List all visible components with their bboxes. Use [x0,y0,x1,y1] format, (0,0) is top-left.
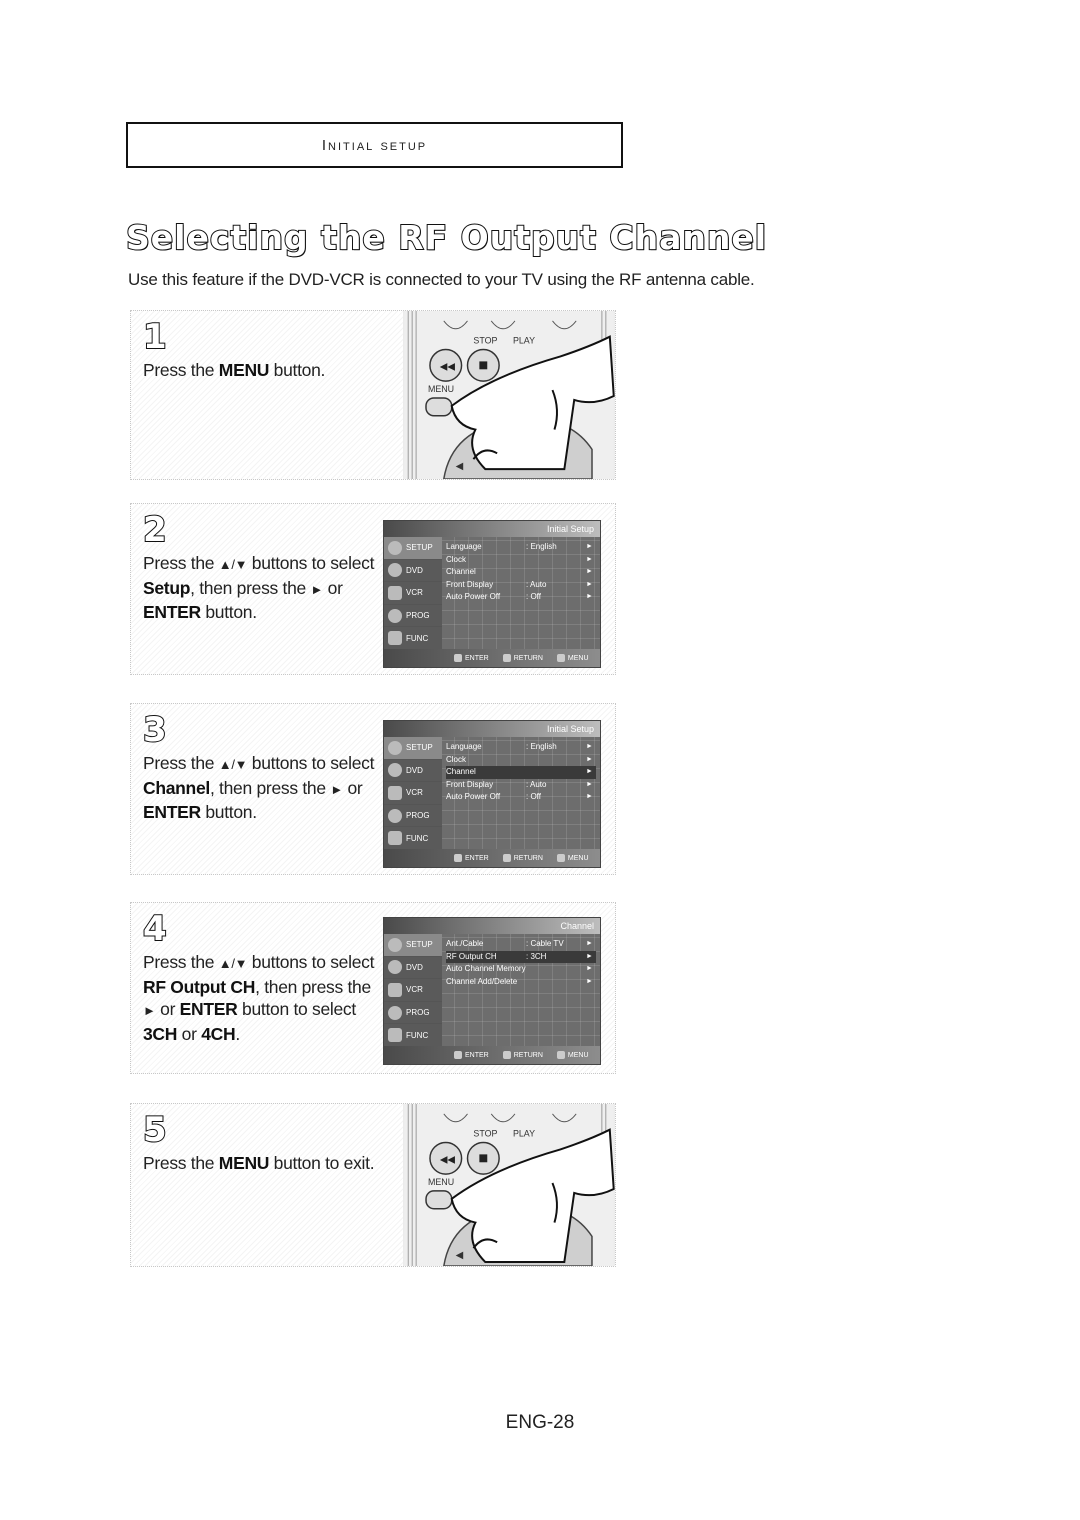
side-item-setup: SETUP [384,537,442,560]
screen-title: Initial Setup [384,721,600,737]
menu-row: Front Display : Auto ► [446,779,593,789]
side-item-prog: PROG [384,805,442,828]
menu-row: Clock ► [446,554,593,564]
screen-footer: ENTER RETURN MENU [384,1046,600,1064]
menu-row: Auto Power Off : Off ► [446,592,593,601]
page-title: Selecting the RF Output Channel [126,218,768,257]
svg-text:MENU: MENU [427,384,455,395]
side-item-vcr: VCR [384,582,442,605]
svg-text:◀◀: ◀◀ [439,1154,456,1166]
hand-pressing-menu-icon [403,1104,615,1266]
step-5 [130,1103,616,1267]
svg-text:◀: ◀ [455,1250,464,1262]
section-header: Initial setup [321,136,428,154]
menu-rows [446,741,596,804]
menu-row: Language : English ► [446,542,593,551]
menu-button-label: MENU [218,360,270,380]
svg-text:STOP: STOP [473,335,498,346]
side-item-prog: PROG [384,1002,442,1025]
remote-control-illustration [403,311,615,479]
step-number: 4 [143,909,167,949]
step-2 [130,503,616,675]
menu-icon [557,854,565,862]
gear-icon [388,741,402,755]
svg-text:MENU: MENU [428,1177,455,1187]
svg-text:◀: ◀ [455,461,464,473]
enter-icon [454,654,462,662]
screen-title: Initial Setup [384,521,600,537]
hand-pressing-menu-icon [403,311,615,479]
menu-row-highlighted: Channel ► [446,766,596,779]
disc-icon [388,960,402,974]
intro-text: Use this feature if the DVD-VCR is connected to your TV using the RF antenna cable. [128,270,755,289]
svg-text:PLAY: PLAY [512,1128,535,1139]
menu-row: Auto Channel Memory ► [446,964,593,973]
menu-button-label: MENU [218,1153,270,1173]
menu-screen-initial-setup [383,520,601,668]
tape-icon [388,786,402,800]
section-header-box [126,122,623,168]
menu-icon [557,654,565,662]
step-number: 3 [143,710,167,750]
disc-icon [388,763,402,777]
tape-icon [388,983,402,997]
side-item-vcr: VCR [384,979,442,1002]
side-item-setup: SETUP [384,737,442,760]
screen-footer: ENTER RETURN MENU [384,849,600,867]
step-instruction: Press the MENU button to exit. [143,1153,375,1173]
clock-icon [388,1006,402,1020]
gear-icon [388,541,402,555]
gear-icon [388,938,402,952]
side-item-dvd: DVD [384,957,442,980]
svg-text:◀◀: ◀◀ [439,361,456,373]
enter-icon [454,854,462,862]
menu-row: Clock ► [446,754,593,764]
screen-title: Channel [384,918,600,934]
menu-sidebar [384,737,442,849]
step-instruction: Press the ▲/▼ buttons to select Setup, then press the ► or ENTER button. [143,553,375,622]
clock-icon [388,609,402,623]
remote-control-illustration [403,1104,615,1266]
step-3 [130,703,616,875]
menu-row: Ant./Cable : Cable TV ► [446,939,593,948]
enter-icon [454,1051,462,1059]
step-instruction: Press the ▲/▼ buttons to select RF Output CH, then press the ► or ENTER button to select 3CH or 4CH. [143,952,375,1044]
menu-row: Auto Power Off : Off ► [446,792,593,801]
side-item-func: FUNC [384,1024,442,1047]
tape-icon [388,586,402,600]
clock-icon [388,809,402,823]
menu-row: Channel Add/Delete ► [446,976,593,986]
function-icon [388,831,402,845]
side-item-setup: SETUP [384,934,442,957]
menu-row: Language : English ► [446,742,593,751]
step-number: 5 [143,1110,167,1150]
step-number: 2 [143,510,167,550]
page-number: ENG-28 [505,1412,575,1433]
menu-sidebar [384,537,442,649]
side-item-func: FUNC [384,827,442,850]
menu-screen-initial-setup-channel [383,720,601,868]
side-item-vcr: VCR [384,782,442,805]
side-item-prog: PROG [384,605,442,628]
menu-screen-channel [383,917,601,1065]
disc-icon [388,563,402,577]
menu-sidebar [384,934,442,1046]
menu-rows [446,541,596,604]
step-instruction: Press the ▲/▼ buttons to select Channel, then press the ► or ENTER button. [143,753,375,822]
function-icon [388,1028,402,1042]
step-instruction: Press the MENU button. [143,360,326,380]
menu-row-highlighted: RF Output CH : 3CH ► [446,951,596,964]
return-icon [503,654,511,662]
side-item-dvd: DVD [384,760,442,783]
step-4 [130,902,616,1074]
step-number: 1 [143,317,167,357]
svg-text:PLAY: PLAY [512,335,535,346]
side-item-func: FUNC [384,627,442,650]
menu-row: Channel ► [446,567,593,576]
side-item-dvd: DVD [384,560,442,583]
return-icon [503,854,511,862]
menu-row: Front Display : Auto ► [446,579,593,589]
menu-icon [557,1051,565,1059]
return-icon [503,1051,511,1059]
screen-footer: ENTER RETURN MENU [384,649,600,667]
menu-rows [446,938,596,988]
function-icon [388,631,402,645]
svg-text:STOP: STOP [473,1128,498,1139]
step-1 [130,310,616,480]
